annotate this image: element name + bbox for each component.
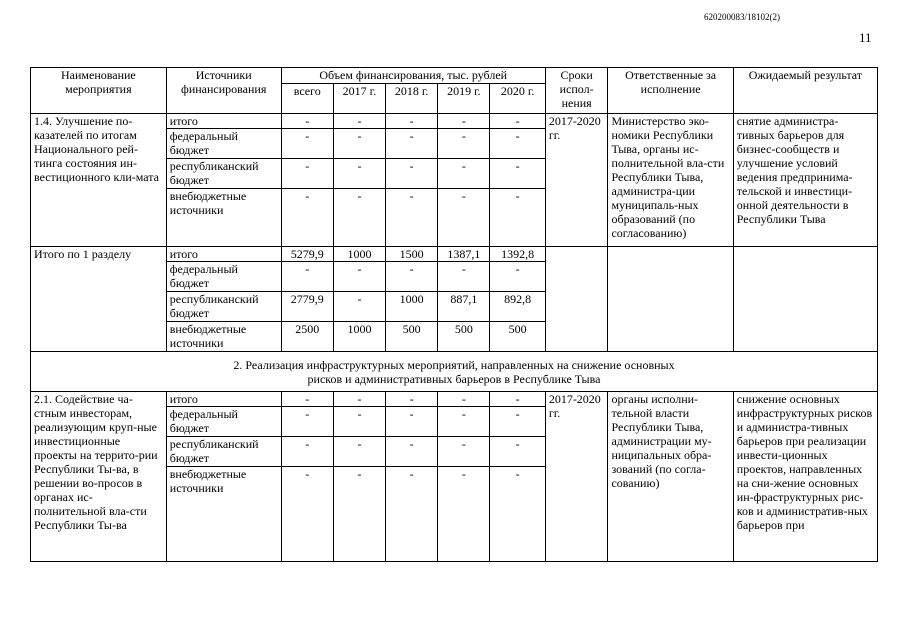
header-name: Наименование мероприятия <box>31 68 167 114</box>
measure-name: Итого по 1 разделу <box>31 247 167 352</box>
source-cell: итого <box>166 114 281 129</box>
source-cell: федеральный бюджет <box>166 262 281 292</box>
value-cell: - <box>333 437 385 467</box>
value-cell: - <box>386 189 438 247</box>
value-cell: - <box>333 114 385 129</box>
term-cell: 2017-2020 гг. <box>545 392 608 562</box>
source-cell: федеральный бюджет <box>166 129 281 159</box>
financing-table <box>30 67 878 562</box>
term-cell <box>545 247 608 352</box>
header-sources: Источники финансирования <box>166 68 281 114</box>
value-cell: - <box>438 262 490 292</box>
term-cell: 2017-2020 гг. <box>545 114 608 247</box>
header-2018: 2018 г. <box>386 84 438 114</box>
value-cell: - <box>438 407 490 437</box>
value-cell: - <box>386 159 438 189</box>
value-cell: - <box>333 189 385 247</box>
value-cell: - <box>438 467 490 562</box>
value-cell: - <box>438 437 490 467</box>
value-cell: - <box>386 392 438 407</box>
measure-name: 1.4. Улучшение по-казателей по итогам Национального рей-тинга состояния ин-вестиционного кли-мата <box>31 114 167 247</box>
value-cell: - <box>490 437 545 467</box>
value-cell: - <box>386 114 438 129</box>
header-responsible: Ответственные за исполнение <box>608 68 733 114</box>
value-cell: - <box>490 467 545 562</box>
value-cell: - <box>438 159 490 189</box>
value-cell: 1392,8 <box>490 247 545 262</box>
value-cell: - <box>333 392 385 407</box>
header-result: Ожидаемый результат <box>733 68 877 114</box>
value-cell: - <box>490 129 545 159</box>
value-cell: 500 <box>438 322 490 352</box>
value-cell: - <box>386 262 438 292</box>
measure-name: 2.1. Содействие ча-стным инвесторам, реализующим круп-ные инвестиционные проекты на террито-рии Республики Ты-ва, в решении во-просов в органах ис-полнительной вла-сти Республики Ты-ва <box>31 392 167 562</box>
value-cell: 2779,9 <box>281 292 333 322</box>
value-cell: - <box>281 407 333 437</box>
header-2020: 2020 г. <box>490 84 545 114</box>
source-cell: федеральный бюджет <box>166 407 281 437</box>
source-cell: республиканский бюджет <box>166 159 281 189</box>
header-2019: 2019 г. <box>438 84 490 114</box>
value-cell: - <box>281 262 333 292</box>
responsible-cell <box>608 247 733 352</box>
table-header-row <box>31 68 878 84</box>
value-cell: - <box>490 159 545 189</box>
section-heading-row <box>31 352 878 392</box>
value-cell: - <box>333 262 385 292</box>
value-cell: - <box>333 159 385 189</box>
section-2-title: 2. Реализация инфраструктурных мероприятий, направленных на снижение основных рисков и административных барьеров в Республике Тыва <box>31 352 878 392</box>
source-cell: республиканский бюджет <box>166 437 281 467</box>
value-cell: - <box>281 189 333 247</box>
document-code: 620200083/18102(2) <box>704 12 780 22</box>
value-cell: 1387,1 <box>438 247 490 262</box>
value-cell: - <box>490 392 545 407</box>
source-cell: внебюджетные источники <box>166 322 281 352</box>
result-cell: снятие администра-тивных барьеров для бизнес-сообществ и улучшение условий ведения предпринима-тельской и инвестици-онной деятельности в Республики Тыва <box>733 114 877 247</box>
source-cell: итого <box>166 247 281 262</box>
table-row <box>31 247 878 262</box>
header-volume: Объем финансирования, тыс. рублей <box>281 68 545 84</box>
source-cell: внебюджетные источники <box>166 189 281 247</box>
value-cell: 500 <box>490 322 545 352</box>
table-row <box>31 114 878 129</box>
header-total: всего <box>281 84 333 114</box>
value-cell: 1000 <box>333 322 385 352</box>
value-cell: - <box>333 407 385 437</box>
responsible-cell: Министерство эко-номики Республики Тыва, органы ис-полнительной вла-сти Республики Тыва, администра-ции муниципаль-ных образований (по согласованию) <box>608 114 733 247</box>
value-cell: - <box>490 114 545 129</box>
value-cell: - <box>281 437 333 467</box>
result-cell <box>733 247 877 352</box>
value-cell: - <box>438 114 490 129</box>
value-cell: - <box>281 114 333 129</box>
table-row <box>31 392 878 407</box>
responsible-cell: органы исполни-тельной власти Республики Тыва, администрации му-ниципальных обра-зований (по согла-сованию) <box>608 392 733 562</box>
value-cell: - <box>333 467 385 562</box>
value-cell: 1000 <box>386 292 438 322</box>
value-cell: - <box>490 407 545 437</box>
source-cell: итого <box>166 392 281 407</box>
value-cell: - <box>438 189 490 247</box>
value-cell: 2500 <box>281 322 333 352</box>
value-cell: - <box>386 437 438 467</box>
value-cell: - <box>438 392 490 407</box>
value-cell: - <box>490 189 545 247</box>
value-cell: - <box>281 159 333 189</box>
source-cell: республиканский бюджет <box>166 292 281 322</box>
value-cell: 1500 <box>386 247 438 262</box>
header-2017: 2017 г. <box>333 84 385 114</box>
page-number: 11 <box>859 30 872 45</box>
value-cell: - <box>438 129 490 159</box>
value-cell: - <box>386 129 438 159</box>
value-cell: - <box>386 407 438 437</box>
value-cell: 1000 <box>333 247 385 262</box>
value-cell: 887,1 <box>438 292 490 322</box>
value-cell: - <box>386 467 438 562</box>
source-cell: внебюджетные источники <box>166 467 281 562</box>
value-cell: - <box>490 262 545 292</box>
value-cell: 5279,9 <box>281 247 333 262</box>
value-cell: - <box>281 392 333 407</box>
value-cell: - <box>281 467 333 562</box>
header-terms: Сроки испол-нения <box>545 68 608 114</box>
value-cell: 892,8 <box>490 292 545 322</box>
result-cell: снижение основных инфраструктурных рисков и администра-тивных барьеров при реализации инвести-ционных проектов, направленных на сни-жение основных ин-фраструктурных рис-ков и административ-ных барьеров при <box>733 392 877 562</box>
value-cell: - <box>333 292 385 322</box>
value-cell: 500 <box>386 322 438 352</box>
value-cell: - <box>281 129 333 159</box>
value-cell: - <box>333 129 385 159</box>
